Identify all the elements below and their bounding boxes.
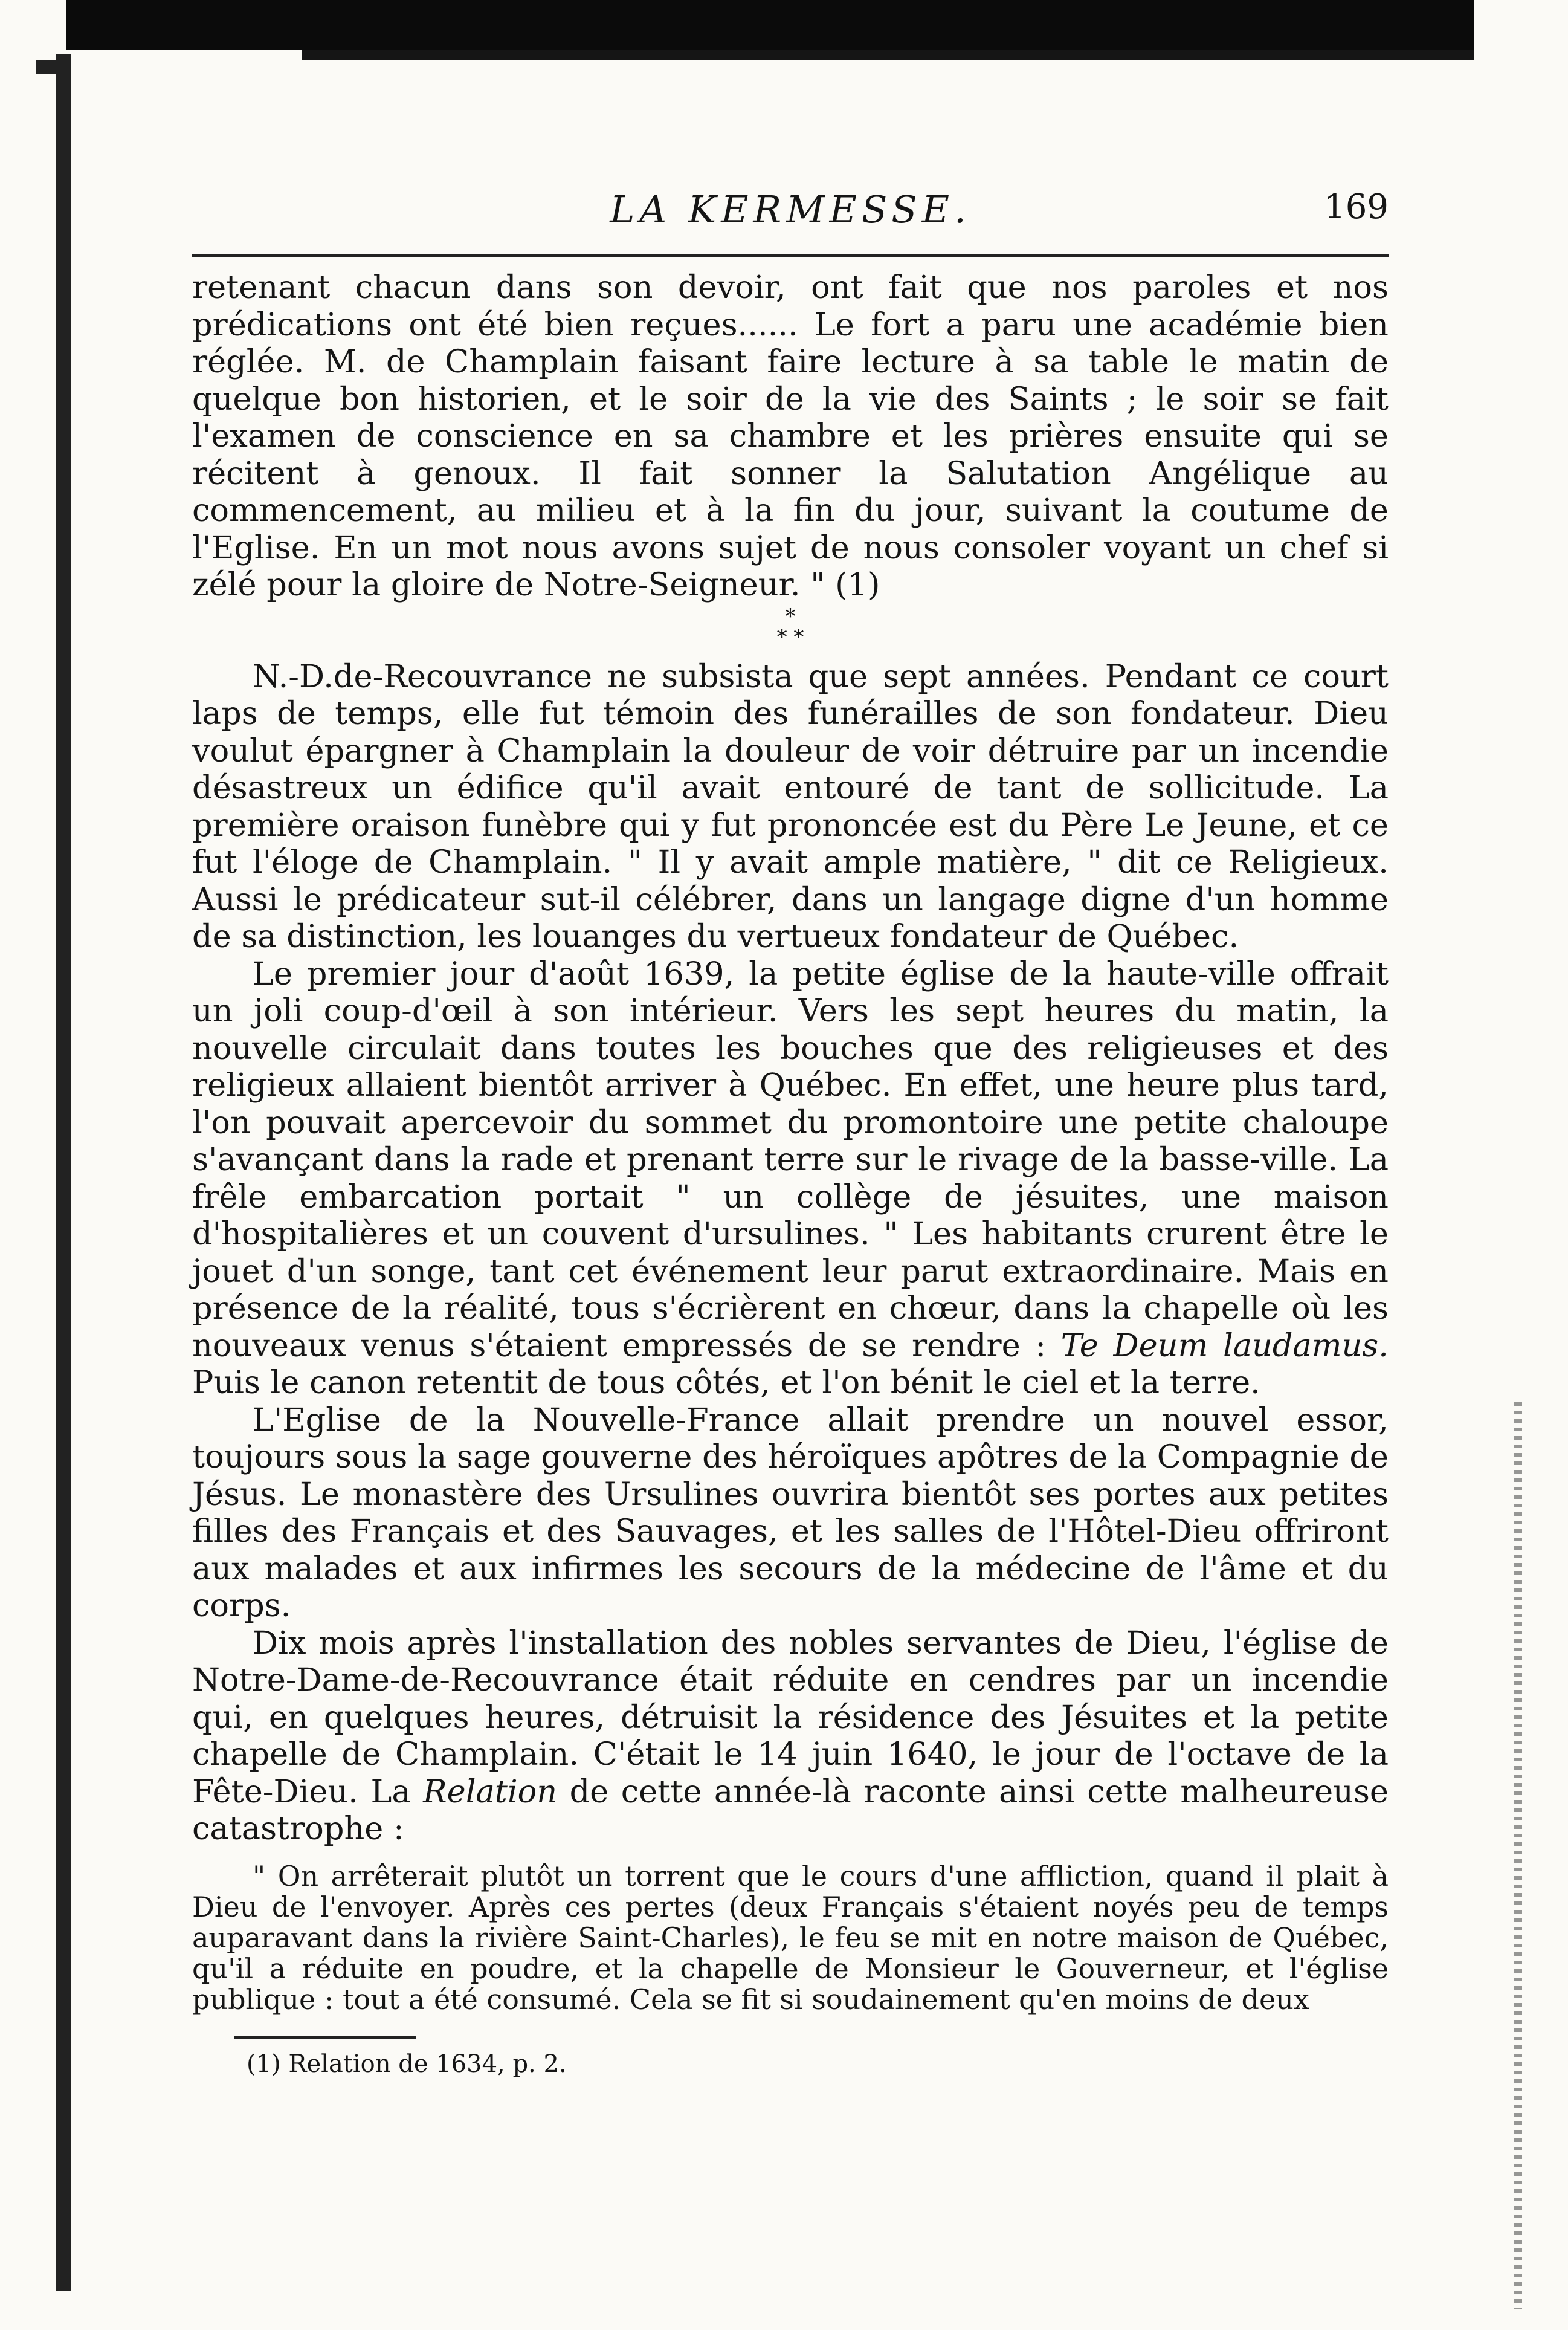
- paragraph-fire-end: de cette année-là raconte ainsi cette malheureuse catastrophe :: [192, 1773, 1389, 1847]
- scan-right-edge: [1514, 1402, 1522, 2309]
- paragraph-arrival-end: Puis le canon retentit de tous côtés, et l'on bénit le ciel et la terre.: [192, 1364, 1260, 1401]
- page-header: [192, 181, 1389, 254]
- page-number: 169: [1324, 187, 1389, 227]
- running-title: LA KERMESSE.: [610, 187, 971, 231]
- asterism: [192, 606, 1389, 647]
- paragraph-new-france: L'Eglise de la Nouvelle-France allait prendre un nouvel essor, toujours sous la sage gouverne des héroïques apôtres de la Compagnie de Jésus. Le monastère des Ursulines ouvrira bientôt ses portes aux petites filles des Français et des Sauvages, et les salles de l'Hôtel-Dieu offriront aux malades et aux infirmes les secours de la médecine de l'âme et du corps.: [192, 1401, 1389, 1624]
- footnote: (1) Relation de 1634, p. 2.: [247, 2050, 567, 2078]
- paragraph-arrival: [192, 956, 1389, 1402]
- paragraph-arrival-text: Le premier jour d'août 1639, la petite église de la haute-ville offrait un joli coup-d'œil à son intérieur. Vers les sept heures du matin, la nouvelle circulait dans toutes les bouches que des religieuses et des religieux allaient bientôt arriver à Québec. En effet, une heure plus tard, l'on pouvait apercevoir du sommet du promontoire une petite chaloupe s'avançant dans la rade et prenant terre sur le rivage de la basse-ville. La frêle embarcation portait " un collège de jésuites, une maison d'hospitalières et un couvent d'ursulines. " Les habitants crurent être le jouet d'un songe, tant cet événement leur parut extraordinaire. Mais en présence de la réalité, tous s'écrièrent en chœur, dans la chapelle où les nouveaux venus s'étaient empressés de se rendre :: [192, 955, 1389, 1364]
- page-body: [192, 181, 1389, 2079]
- paragraph-continuation: retenant chacun dans son devoir, ont fait que nos paroles et nos prédications ont été bien reçues...... Le fort a paru une académie bien réglée. M. de Champlain faisant faire lecture à sa table le matin de quelque bon historien, et le soir de la vie des Saints ; le soir se fait l'examen de conscience en sa chambre et les prières ensuite qui se récitent à genoux. Il fait sonner la Salutation Angélique au commencement, au milieu et à la fin du jour, suivant la coutume de l'Eglise. En un mot nous avons sujet de nous consoler voyant un chef si zélé pour la gloire de Notre-Seigneur. " (1): [192, 269, 1389, 603]
- asterism-top: *: [785, 604, 796, 629]
- scan-top-edge: [66, 0, 1474, 50]
- paragraph-recouvrance: N.-D.de-Recouvrance ne subsista que sept années. Pendant ce court laps de temps, elle fut témoin des funérailles de son fondateur. Dieu voulut épargner à Champlain la douleur de voir détruire par un incendie désastreux un édifice qu'il avait entouré de tant de sollicitude. La première oraison funèbre qui y fut prononcée est du Père Le Jeune, et ce fut l'éloge de Champlain. " Il y avait ample matière, " dit ce Religieux. Aussi le prédicateur sut-il célébrer, dans un langage digne d'un homme de sa distinction, les louanges du vertueux fondateur de Québec.: [192, 658, 1389, 955]
- te-deum-italic: Te Deum laudamus.: [1060, 1327, 1389, 1364]
- asterism-bottom: * *: [776, 624, 804, 649]
- scan-top-edge-shadow: [302, 50, 1474, 60]
- relation-italic: Relation: [423, 1773, 570, 1810]
- scan-binding-mark: [36, 60, 66, 74]
- quoted-passage: " On arrêterait plutôt un torrent que le cours d'une affliction, quand il plait à Dieu de l'envoyer. Après ces pertes (deux Français s'étaient noyés peu de temps auparavant dans la rivière Saint-Charles), le feu se mit en notre maison de Québec, qu'il a réduite en poudre, et la chapelle de Monsieur le Gouverneur, et l'église publique : tout a été consumé. Cela se fit si soudainement qu'en moins de deux: [192, 1859, 1389, 2016]
- paragraph-fire: [192, 1625, 1389, 1848]
- paragraph-fire-text: Dix mois après l'installation des nobles servantes de Dieu, l'église de Notre-Dame-de-Recouvrance était réduite en cendres par un incendie qui, en quelques heures, détruisit la résidence des Jésuites et la petite chapelle de Champlain. C'était le 14 juin 1640, le jour de l'octave de la Fête-Dieu. La: [192, 1624, 1389, 1810]
- footnote-rule: [234, 2036, 416, 2039]
- scan-binding-edge: [56, 54, 71, 2291]
- header-rule: [192, 254, 1389, 257]
